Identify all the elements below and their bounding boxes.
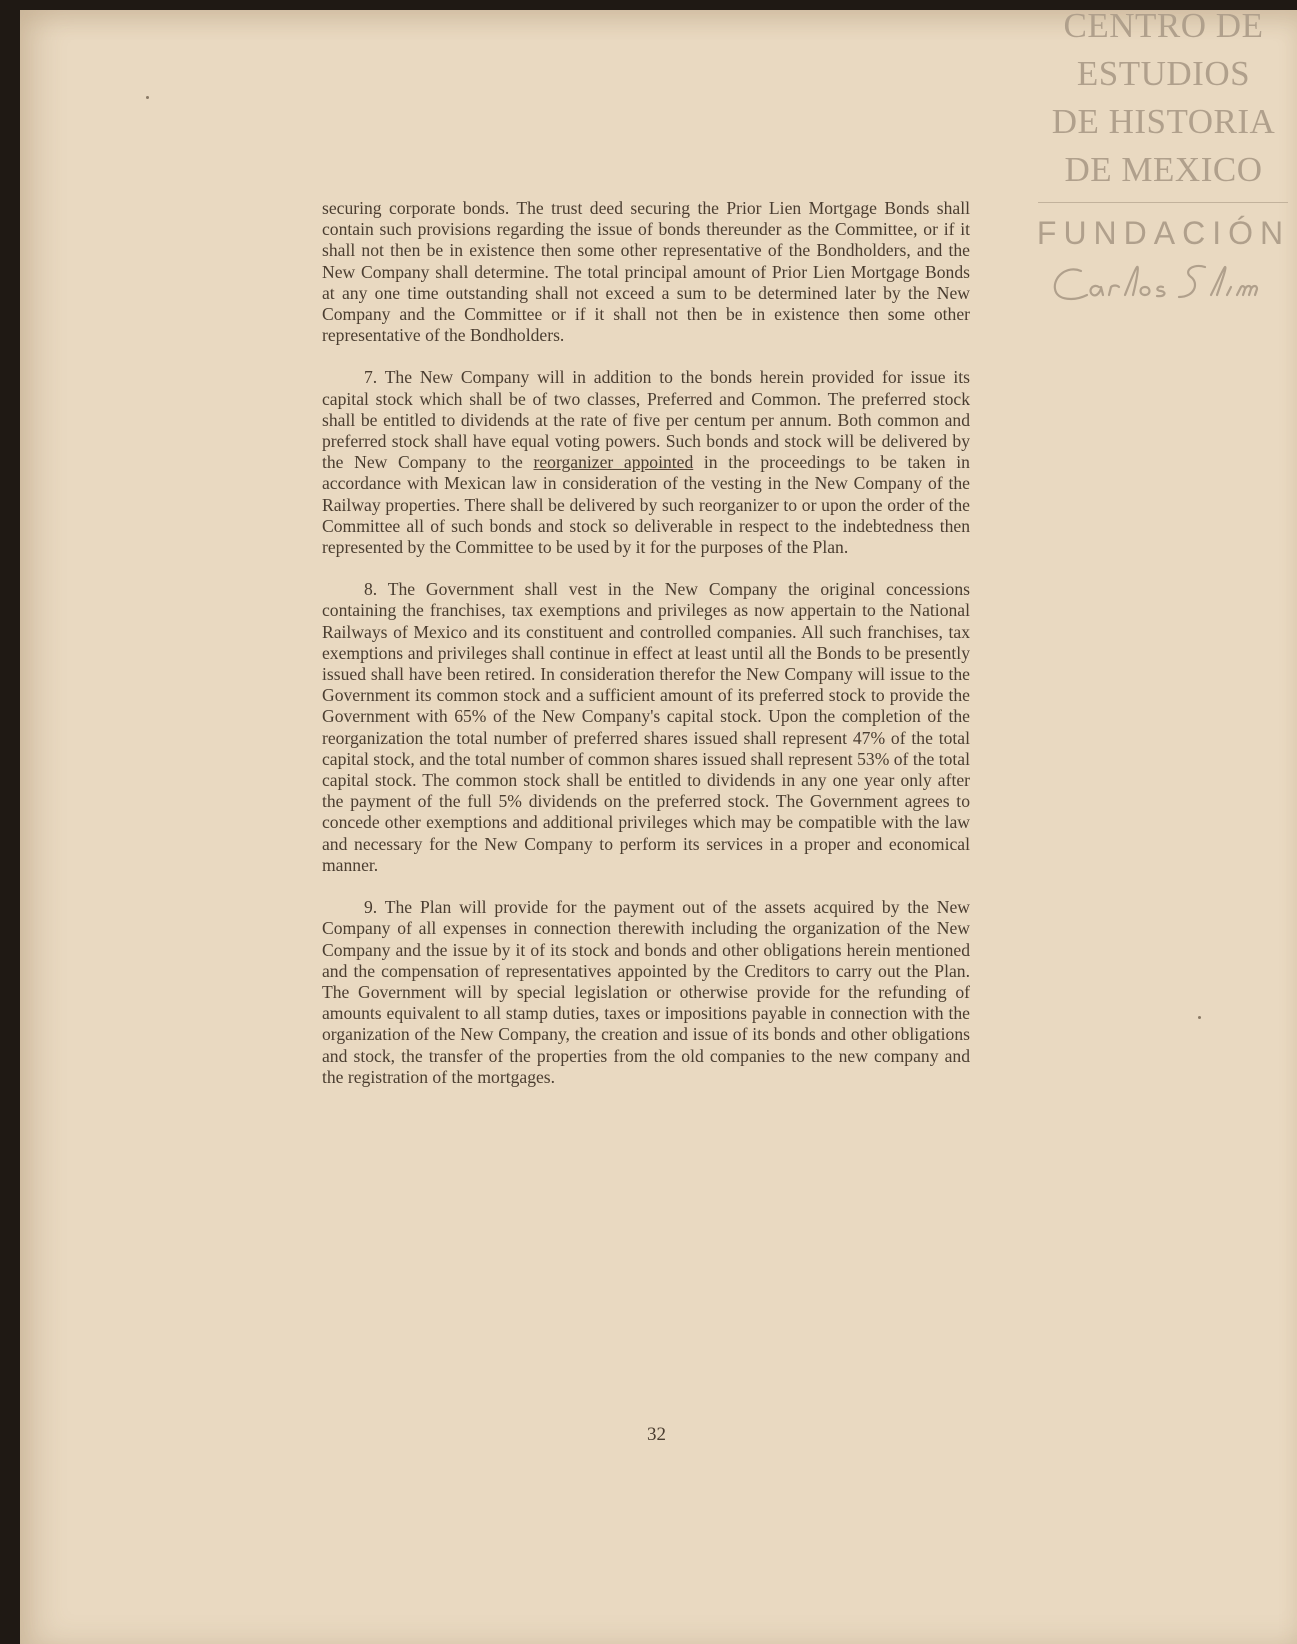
paragraph-7 [322, 367, 970, 558]
paragraph-7-text-a: 7. The New Company will in addition to the bonds herein provided for issue its capital stock which shall be of two classes, Preferred and Common. The preferred stock shall be entitled to dividends at the rate of five per centum per annum. Both common and preferred stock shall have equal voting powers. Such bonds and stock will be delivered by the New Company to the [322, 367, 970, 473]
watermark-line: CENTRO DE [1063, 6, 1264, 45]
paragraph-7-underlined-text: reorganizer appointed [533, 452, 694, 473]
watermark-foundation: FUNDACIÓN [1036, 215, 1291, 251]
paragraph-continuation: securing corporate bonds. The trust deed securing the Prior Lien Mortgage Bonds shall contain such provisions regarding the issue of bonds thereunder as the Committee, or if it shall not then be in existence then some other representative of the Bondholders, and the New Company shall determine. The total principal amount of Prior Lien Mortgage Bonds at any one time outstanding shall not exceed a sum to be determined later by the New Company and the Committee or if it shall not then be in existence then some other representative of the Bondholders. [322, 198, 970, 346]
watermark-line: DE HISTORIA [1051, 102, 1276, 141]
signature-logo [1036, 259, 1297, 314]
watermark-divider [1038, 202, 1288, 203]
watermark [1030, 2, 1297, 314]
paragraph-9: 9. The Plan will provide for the payment out of the assets acquired by the New Company of all expenses in connection therewith including the organization of the New Company and the issue by it of its stock and bonds and other obligations herein mentioned and the compensation of representatives appointed by the Creditors to carry out the Plan. The Government will by special legislation or otherwise provide for the refunding of amounts equivalent to all stamp duties, taxes or impositions payable in connection with the organization of the New Company, the creation and issue of its bonds and other obligations and stock, the transfer of the properties from the old companies to the new company and the registration of the mortgages. [322, 897, 970, 1087]
watermark-line: DE MEXICO [1064, 150, 1263, 189]
document-body [322, 198, 970, 1109]
paper-speck [146, 96, 149, 99]
page-number: 32 [647, 1424, 666, 1445]
signature-icon [1047, 259, 1287, 309]
paper-speck [1198, 1016, 1201, 1019]
paragraph-7-text-b: in the proceedings to be taken in accordance with Mexican law in consideration of the vesting in the New Company of the Railway properties. There shall be delivered by such reorganizer to or upon the order of the Committee all of such bonds and stock so deliverable in respect to the indebtedness then represented by the Committee to be used by it for the purposes of the Plan. [322, 452, 970, 558]
watermark-line: ESTUDIOS [1076, 54, 1251, 93]
paragraph-8: 8. The Government shall vest in the New Company the original concessions containing the franchises, tax exemptions and privileges as now appertain to the National Railways of Mexico and its constituent and controlled companies. All such franchises, tax exemptions and privileges shall continue in effect at least until all the Bonds to be presently issued shall have been retired. In consideration therefor the New Company will issue to the Government its common stock and a sufficient amount of its preferred stock to provide the Government with 65% of the New Company's capital stock. Upon the completion of the reorganization the total number of preferred shares issued shall represent 47% of the total capital stock, and the total number of common shares issued shall represent 53% of the total capital stock. The common stock shall be entitled to dividends in any one year only after the payment of the full 5% dividends on the preferred stock. The Government agrees to concede other exemptions and additional privileges which may be compatible with the law and necessary for the New Company to perform its services in a proper and economical manner. [322, 579, 970, 875]
